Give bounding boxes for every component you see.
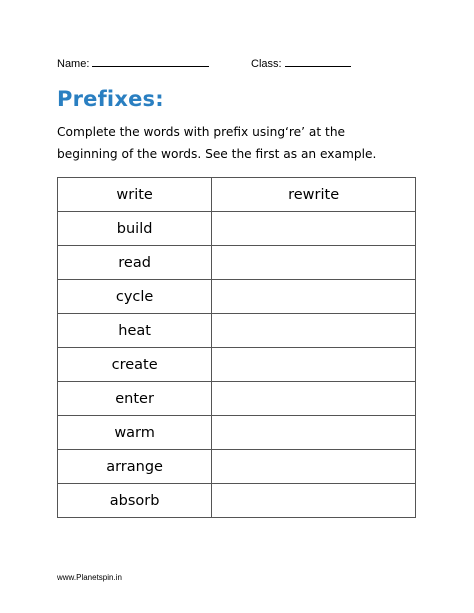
base-word-cell: read: [58, 246, 212, 280]
table-row: [58, 382, 416, 416]
class-blank-line[interactable]: [285, 56, 351, 67]
name-field: [57, 56, 209, 70]
table-row: [58, 178, 416, 212]
answer-cell[interactable]: rewrite: [212, 178, 416, 212]
answer-cell[interactable]: [212, 348, 416, 382]
base-word-cell: enter: [58, 382, 212, 416]
table-row: [58, 416, 416, 450]
base-word-cell: heat: [58, 314, 212, 348]
base-word-cell: cycle: [58, 280, 212, 314]
answer-cell[interactable]: [212, 382, 416, 416]
base-word-cell: build: [58, 212, 212, 246]
answer-cell[interactable]: [212, 280, 416, 314]
answer-cell[interactable]: [212, 246, 416, 280]
table-row: [58, 280, 416, 314]
class-label: Class:: [251, 58, 282, 70]
table-row: [58, 348, 416, 382]
base-word-cell: write: [58, 178, 212, 212]
answer-cell[interactable]: [212, 212, 416, 246]
page-title: Prefixes:: [57, 87, 164, 111]
name-blank-line[interactable]: [92, 56, 209, 67]
base-word-cell: arrange: [58, 450, 212, 484]
instructions-line-2: beginning of the words. See the first as an example.: [57, 147, 377, 161]
base-word-cell: warm: [58, 416, 212, 450]
table-row: [58, 212, 416, 246]
base-word-cell: create: [58, 348, 212, 382]
answer-cell[interactable]: [212, 416, 416, 450]
answer-cell[interactable]: [212, 484, 416, 518]
table-row: [58, 314, 416, 348]
footer-site-link[interactable]: www.Planetspin.in: [57, 573, 122, 582]
word-table: [57, 177, 416, 518]
answer-cell[interactable]: [212, 450, 416, 484]
name-label: Name:: [57, 58, 90, 70]
class-field: [251, 56, 351, 70]
table-row: [58, 246, 416, 280]
table-row: [58, 484, 416, 518]
base-word-cell: absorb: [58, 484, 212, 518]
answer-cell[interactable]: [212, 314, 416, 348]
instructions: [57, 121, 427, 165]
table-row: [58, 450, 416, 484]
instructions-line-1: Complete the words with prefix using‘re’ at the: [57, 125, 346, 139]
